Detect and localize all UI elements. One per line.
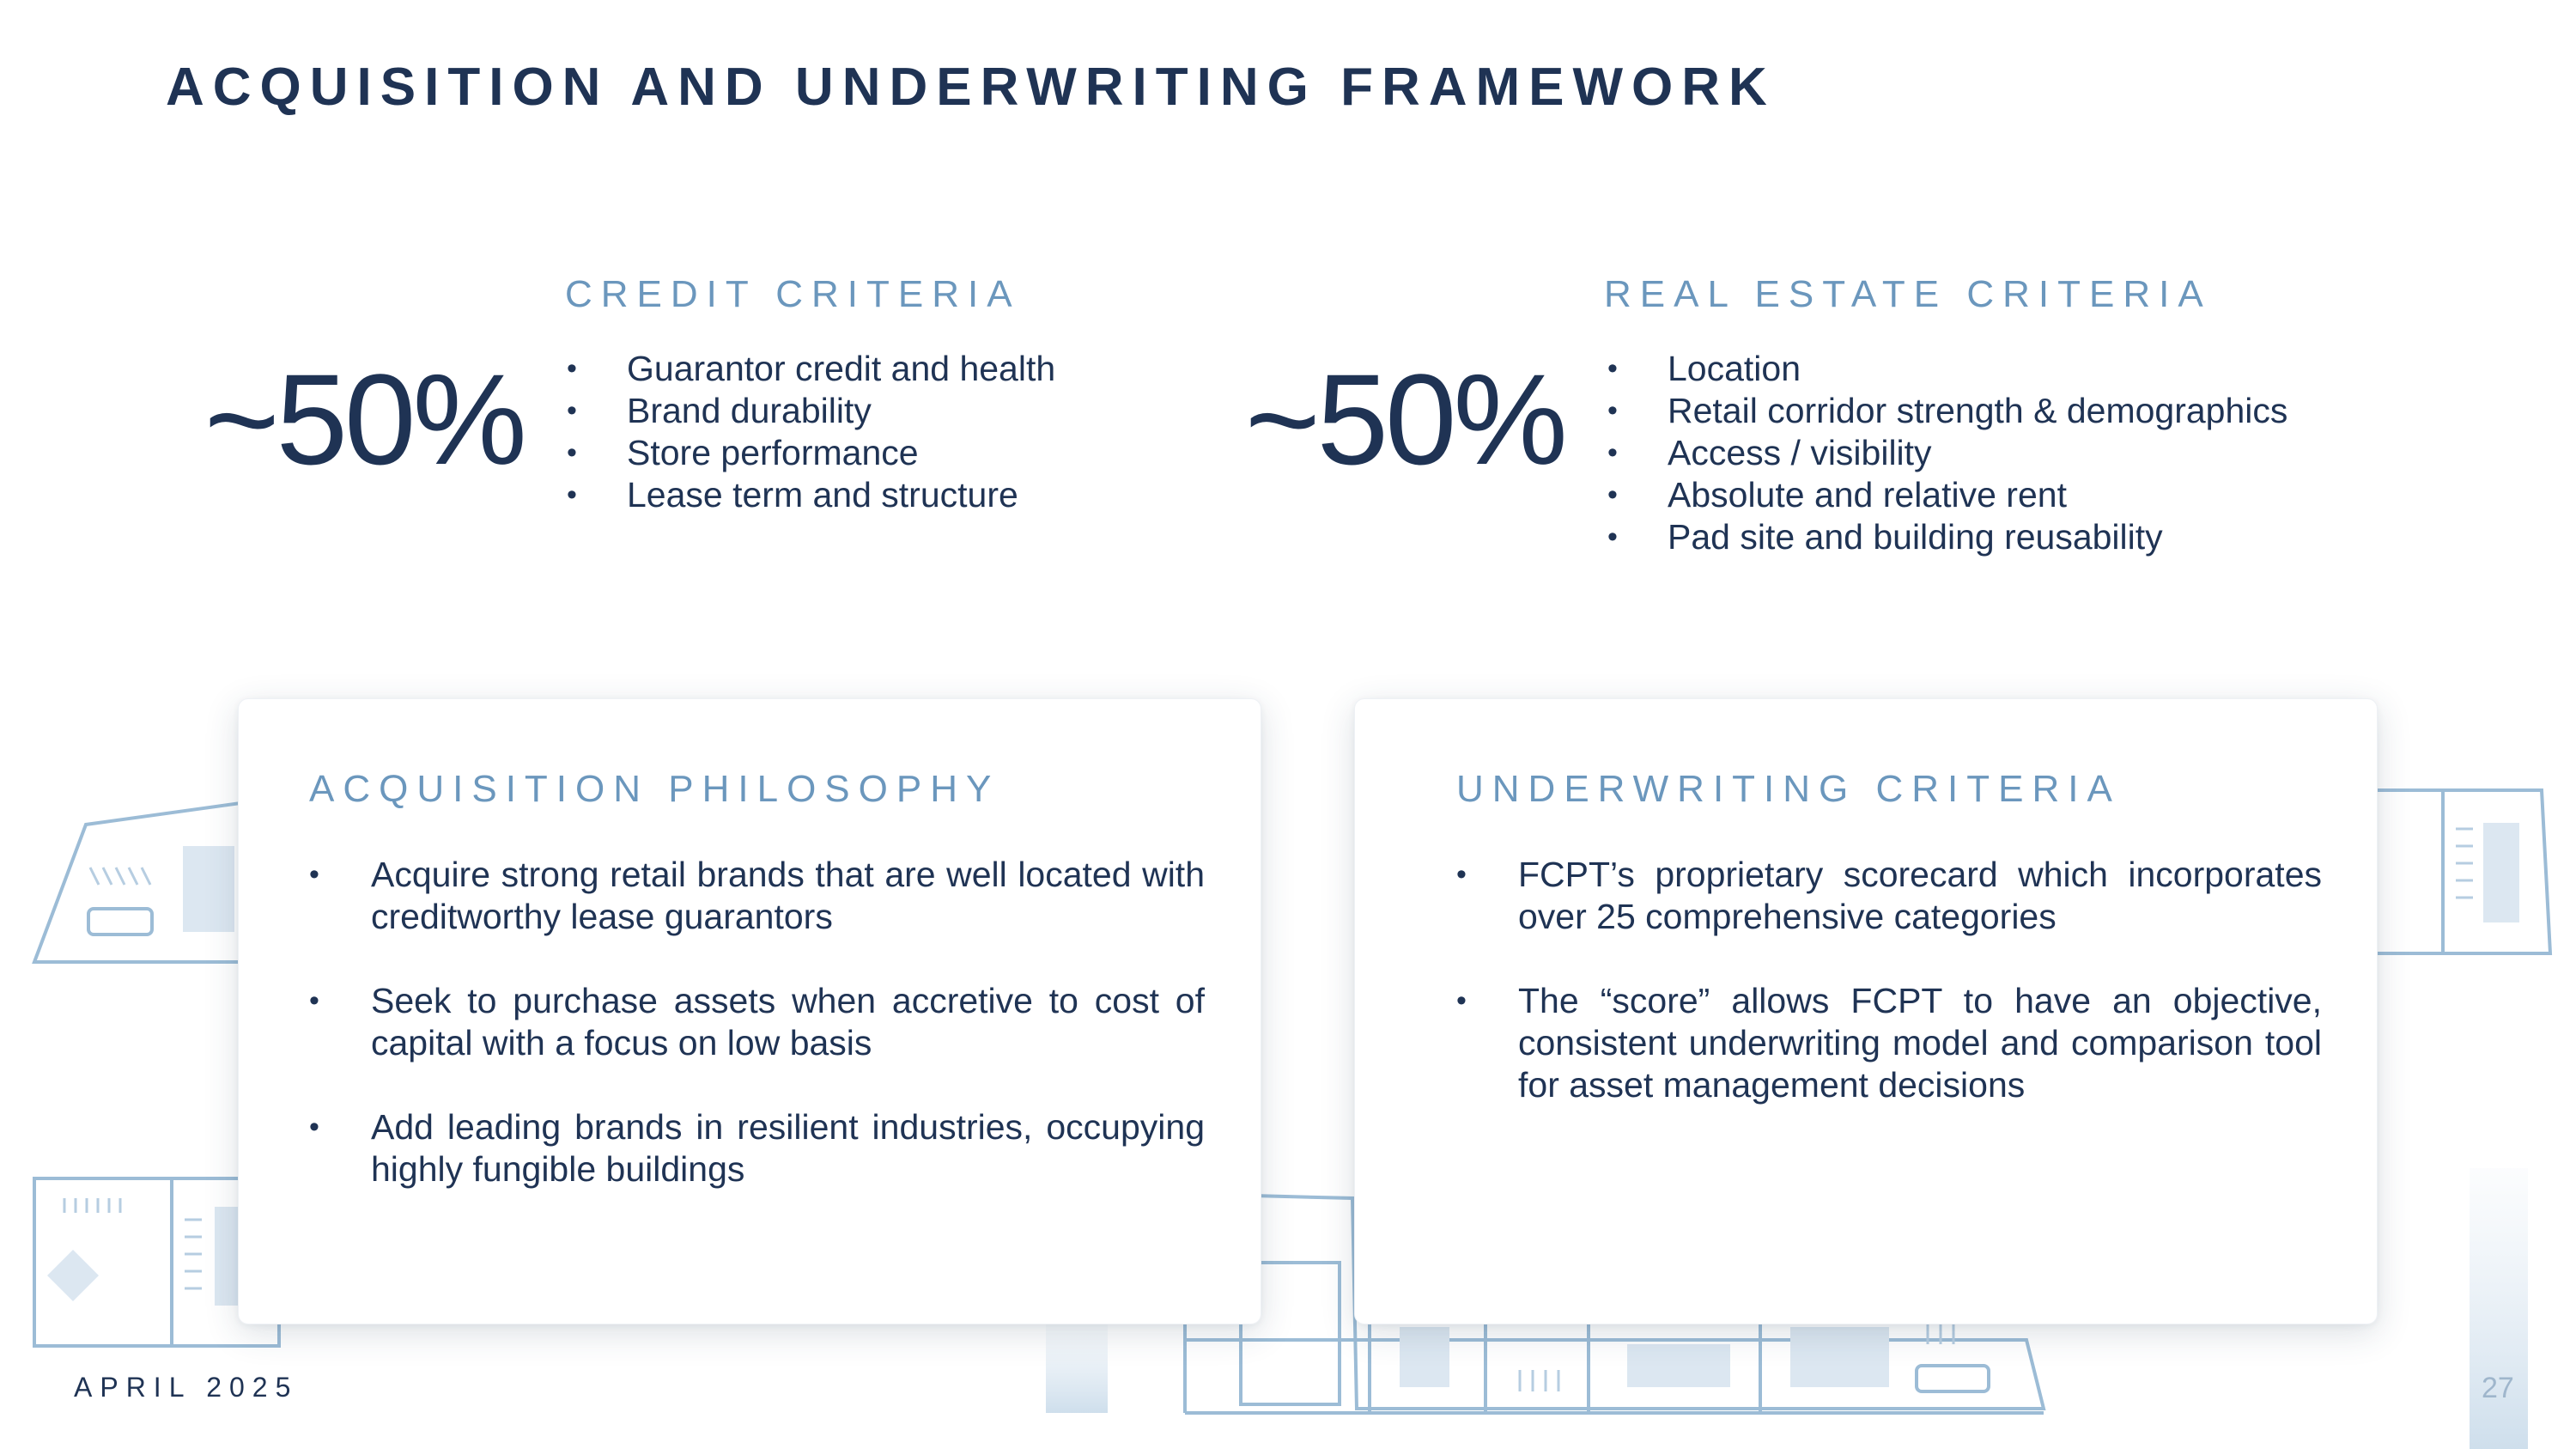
underwriting-criteria-list — [1456, 854, 2322, 1148]
list-item: • FCPT’s proprietary scorecard which incorporates over 25 comprehensive categories — [1456, 855, 2322, 936]
list-item: • Lease term and structure — [567, 475, 1018, 514]
page-title: ACQUISITION AND UNDERWRITING FRAMEWORK — [166, 58, 1776, 117]
underwriting-criteria-card — [1354, 698, 2378, 1324]
list-item: • Seek to purchase assets when accretive to cost of capital with a focus on low basis — [309, 981, 1205, 1062]
credit-criteria-list — [567, 348, 1055, 516]
real-estate-criteria-list — [1607, 348, 2287, 558]
list-item: • Add leading brands in resilient industries, occupying highly fungible buildings — [309, 1107, 1205, 1189]
underwriting-criteria-heading: UNDERWRITING CRITERIA — [1456, 768, 2121, 810]
acquisition-philosophy-list — [309, 854, 1205, 1233]
list-item: • Location — [1607, 349, 1801, 388]
credit-percent: ~50% — [204, 347, 524, 491]
real-estate-percent: ~50% — [1245, 347, 1564, 491]
acquisition-philosophy-card — [238, 698, 1261, 1324]
list-item: • Guarantor credit and health — [567, 349, 1056, 388]
acquisition-philosophy-heading: ACQUISITION PHILOSOPHY — [309, 768, 1000, 810]
list-item: • The “score” allows FCPT to have an objective, consistent underwriting model and comparison tool for asset management decisions — [1456, 981, 2322, 1105]
list-item: • Pad site and building reusability — [1607, 517, 2163, 557]
page-number: 27 — [2482, 1372, 2514, 1404]
list-item: • Retail corridor strength & demographics — [1607, 391, 2288, 430]
list-item: • Absolute and relative rent — [1607, 475, 2067, 514]
footer-date: APRIL 2025 — [74, 1372, 299, 1403]
list-item: • Access / visibility — [1607, 433, 1932, 472]
list-item: • Acquire strong retail brands that are well located with creditworthy lease guarantors — [309, 855, 1205, 936]
real-estate-criteria-heading: REAL ESTATE CRITERIA — [1604, 273, 2212, 315]
list-item: • Brand durability — [567, 391, 872, 430]
credit-criteria-heading: CREDIT CRITERIA — [565, 273, 1021, 315]
list-item: • Store performance — [567, 433, 919, 472]
